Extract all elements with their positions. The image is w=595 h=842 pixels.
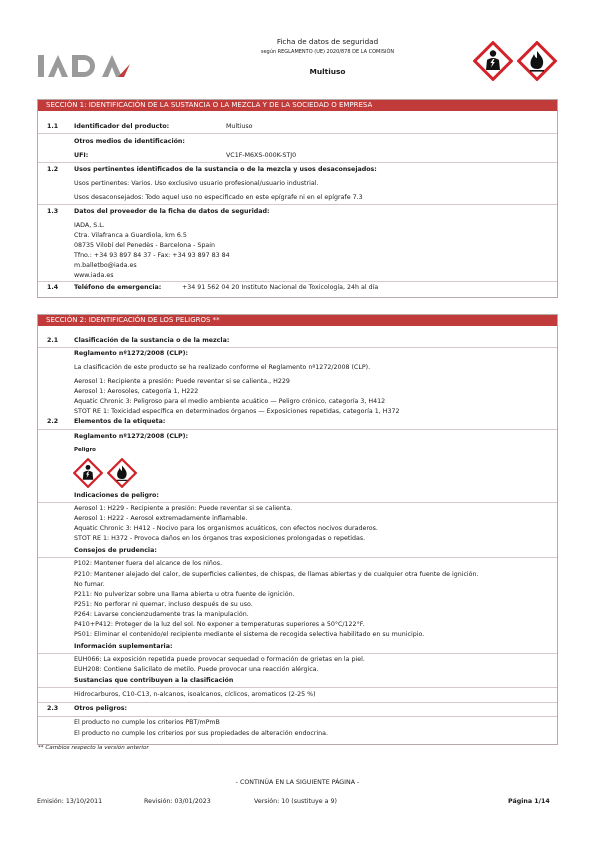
classification-line: Aerosol 1: Aerosoles, categoría 1, H222: [74, 388, 199, 395]
prudence-line: No fumar.: [74, 581, 105, 588]
classification-label: Clasificación de la sustancia o de la mezcla:: [74, 337, 230, 344]
version-info: Versión: 10 (sustituye a 9): [254, 798, 337, 805]
substances-heading: Sustancias que contribuyen a la clasificación: [74, 677, 234, 684]
ufi-value: VC1F-M6XS-000K-STJ0: [226, 152, 297, 159]
divider: [38, 716, 557, 717]
flame-icon: [107, 458, 137, 492]
product-name: Multiuso: [309, 67, 346, 76]
supplier-line: Ctra. Vilafranca a Guardiola, km 6.5: [74, 232, 187, 239]
hazard-line: Aquatic Chronic 3: H412 - Nocivo para los organismos acuáticos, con efectos nocivos duraderos.: [74, 525, 378, 532]
product-identifier-value: Multiuso: [226, 123, 253, 130]
flame-icon: [517, 41, 557, 85]
prudence-line: P251: No perforar ni quemar, incluso después de su uso.: [74, 601, 253, 608]
health-hazard-icon: [73, 458, 103, 492]
classification-note: La clasificación de este producto se ha realizado conforme el Reglamento nº1272/2008 (CLP).: [74, 364, 371, 371]
signal-word: Peligro: [74, 447, 96, 453]
changes-note: ** Cambios respecto la versión anterior: [38, 745, 149, 751]
hazard-line: Aerosol 1: H222 - Aerosol extremadamente inflamable.: [74, 515, 248, 522]
section-1-heading: SECCIÓN 1: IDENTIFICACIÓN DE LA SUSTANCIA O LA MEZCLA Y DE LA SOCIEDAD O EMPRESA: [38, 100, 557, 111]
divider: [38, 133, 557, 134]
supplementary-line: EUH208: Contiene Salicilato de metilo. Puede provocar una reacción alérgica.: [74, 666, 319, 673]
prudence-line: P210: Mantener alejado del calor, de superficies calientes, de chispas, de llamas abiertas y de cualquier otra fuente de ignición.: [74, 571, 479, 578]
regulation-label: Reglamento nº1272/2008 (CLP):: [74, 350, 188, 357]
page-number: Página 1/14: [508, 798, 550, 805]
divider: [38, 281, 557, 282]
supplier-label: Datos del proveedor de la ficha de datos de seguridad:: [74, 208, 270, 215]
divider: [38, 702, 557, 703]
classification-line: Aquatic Chronic 3: Peligroso para el medio ambiente acuático — Peligro crónico, categoría 3, H412: [74, 398, 386, 405]
uses-label: Usos pertinentes identificados de la sustancia o de la mezcla y usos desaconsejados:: [74, 166, 377, 173]
regulation-note: según REGLAMENTO (UE) 2020/878 DE LA COMISIÓN: [260, 49, 395, 55]
supplier-email[interactable]: m.balletbo@iada.es: [74, 262, 137, 269]
section-1-1-number: 1.1: [47, 123, 59, 130]
uses-relevant: Usos pertinentes: Varios. Uso exclusivo usuario profesional/usuario industrial.: [74, 180, 319, 187]
divider: [38, 429, 557, 430]
uses-advised-against: Usos desaconsejados: Todo aquel uso no especificado en este epígrafe ni en el epígrafe 7.3: [74, 194, 363, 201]
section-2-2-number: 2.2: [47, 418, 59, 425]
section-2-1-number: 2.1: [47, 337, 59, 344]
emergency-phone-value: +34 91 562 04 20 Instituto Nacional de Toxicología, 24h al día: [182, 284, 379, 291]
prudence-line: P410+P412: Proteger de la luz del sol. No exponer a temperaturas superiores a 50°C/122°F.: [74, 621, 365, 628]
continues-note: - CONTINÚA EN LA SIGUIENTE PÁGINA -: [235, 779, 360, 786]
divider: [38, 687, 557, 688]
other-hazards-line: El producto no cumple los criterios por sus propiedades de alteración endocrina.: [74, 730, 328, 737]
section-2-heading: SECCIÓN 2: IDENTIFICACIÓN DE LOS PELIGROS **: [38, 315, 557, 326]
divider: [38, 653, 557, 654]
divider: [38, 502, 557, 503]
prudence-heading: Consejos de prudencia:: [74, 547, 157, 554]
iada-logo: [38, 55, 130, 77]
other-means-label: Otros medios de identificación:: [74, 138, 185, 145]
regulation-label-2: Reglamento nº1272/2008 (CLP):: [74, 433, 188, 440]
hazard-line: Aerosol 1: H229 - Recipiente a presión: Puede reventar si se calienta.: [74, 505, 293, 512]
supplier-line: IADA, S.L.: [74, 222, 105, 229]
classification-line: STOT RE 1: Toxicidad específica en determinados órganos — Exposiciones repetidas, categoría 1, H372: [74, 408, 400, 415]
hazard-line: STOT RE 1: H372 - Provoca daños en los órganos tras exposiciones prolongadas o repetidas.: [74, 535, 366, 542]
prudence-line: P501: Eliminar el contenido/el recipiente mediante el sistema de recogida selectiva habilitado en su municipio.: [74, 631, 425, 638]
divider: [38, 557, 557, 558]
divider: [38, 347, 557, 348]
supplier-website[interactable]: www.iada.es: [74, 272, 114, 279]
prudence-line: P264: Lavarse concienzudamente tras la manipulación.: [74, 611, 249, 618]
supplier-line: Tfno.: +34 93 897 84 37 - Fax: +34 93 897 83 84: [74, 252, 230, 259]
supplementary-line: EUH066: La exposición repetida puede provocar sequedad o formación de grietas en la piel.: [74, 656, 365, 663]
classification-line: Aerosol 1: Recipiente a presión: Puede reventar si se calienta., H229: [74, 378, 290, 385]
other-hazards-line: El producto no cumple los criterios PBT/mPmB: [74, 719, 220, 726]
document-title: Ficha de datos de seguridad: [276, 37, 379, 46]
ufi-label: UFI:: [74, 152, 89, 159]
substances-line: Hidrocarburos, C10-C13, n-alcanos, isoalcanos, cíclicos, aromaticos (2-25 %): [74, 691, 316, 698]
section-1-3-number: 1.3: [47, 208, 59, 215]
divider: [38, 204, 557, 205]
section-1-2-number: 1.2: [47, 166, 59, 173]
prudence-line: P102: Mantener fuera del alcance de los niños.: [74, 560, 223, 567]
emergency-phone-label: Teléfono de emergencia:: [74, 284, 162, 291]
product-identifier-label: Identificador del producto:: [74, 123, 170, 130]
section-2-3-number: 2.3: [47, 705, 59, 712]
health-hazard-icon: [473, 41, 513, 85]
supplier-line: 08735 Vilobí del Penedès - Barcelona - Spain: [74, 242, 215, 249]
section-1-4-number: 1.4: [47, 284, 59, 291]
prudence-line: P211: No pulverizar sobre una llama abierta u otra fuente de ignición.: [74, 591, 295, 598]
hazard-heading: Indicaciones de peligro:: [74, 492, 159, 499]
supplementary-heading: Información suplementaria:: [74, 643, 173, 650]
label-elements-label: Elementos de la etiqueta:: [74, 418, 166, 425]
other-hazards-label: Otros peligros:: [74, 705, 128, 712]
revision-date: Revisión: 03/01/2023: [144, 798, 211, 805]
issue-date: Emisión: 13/10/2011: [37, 798, 103, 805]
divider: [38, 162, 557, 163]
